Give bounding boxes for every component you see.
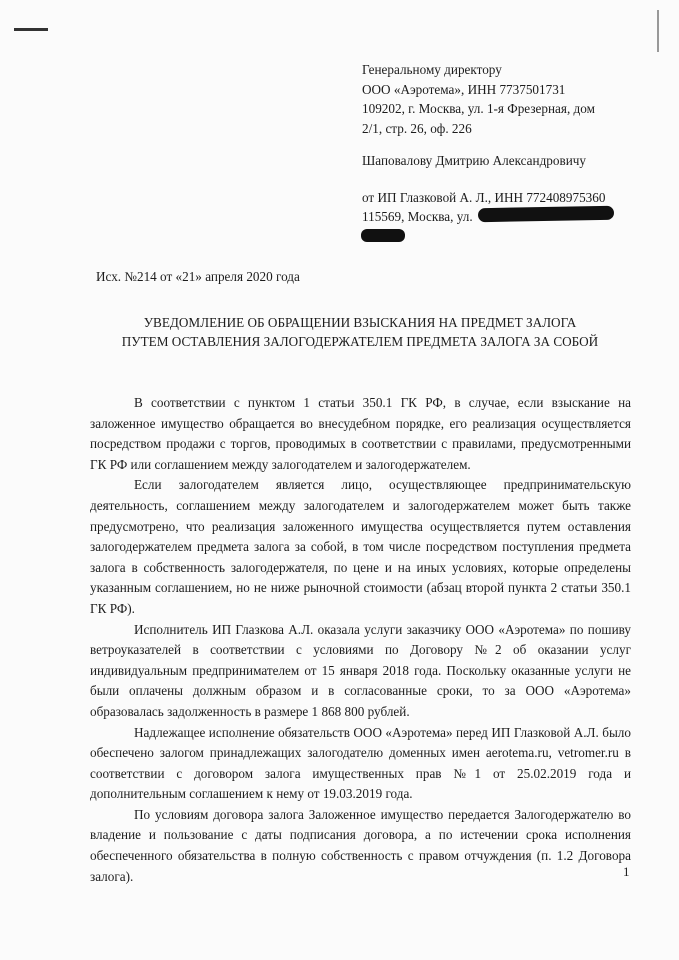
sender-line-1: от ИП Глазковой А. Л., ИНН 772408975360: [362, 189, 606, 205]
addressee-company: ООО «Аэротема», ИНН 7737501731: [362, 81, 566, 97]
body-paragraph: Если залогодателем является лицо, осуществляющее предпринимательскую деятельность, соглашением между залогодателем и залогодержателем может быть также предусмотрено, что реализация заложенного имущества осуществляется путем оставления залогодержателем предмета залога за собой, в том числе посредством поступления предмета залога в собственность залогодержателя, по цене и на иных условиях, которые определены указанным соглашением, но не ниже рыночной стоимости (абзац второй пункта 2 статьи 350.1 ГК РФ).: [90, 477, 631, 616]
addressee-address-line-2: 2/1, стр. 26, оф. 226: [362, 120, 472, 136]
redaction-mark: [478, 206, 614, 222]
title-line-1: УВЕДОМЛЕНИЕ ОБ ОБРАЩЕНИИ ВЗЫСКАНИЯ НА ПРЕДМЕТ ЗАЛОГА: [143, 315, 577, 330]
scan-edge-mark: [657, 10, 659, 52]
body-paragraph: По условиям договора залога Заложенное имущество передается Залогодержателю во владение и пользование с даты подписания договора, а по истечении срока исполнения обеспеченного обязательства в полную собственность с правом отчуждения (п. 1.2 Договора залога).: [90, 806, 631, 884]
addressee-address-line-1: 109202, г. Москва, ул. 1-я Фрезерная, дом: [362, 101, 595, 116]
document-title: [60, 313, 660, 351]
addressee-person: Шаповалову Дмитрию Александровичу: [362, 153, 586, 168]
scan-mark: [14, 28, 48, 31]
addressee-block: [362, 60, 662, 227]
redaction-mark: [361, 229, 405, 242]
title-line-2: ПУТЕМ ОСТАВЛЕНИЯ ЗАЛОГОДЕРЖАТЕЛЕМ ПРЕДМЕТА ЗАЛОГА ЗА СОБОЙ: [121, 334, 599, 349]
outgoing-number: Исх. №214 от «21» апреля 2020 года: [96, 269, 300, 284]
body-paragraph: В соответствии с пунктом 1 статьи 350.1 ГК РФ, в случае, если взыскание на заложенное имущество обращается во внесудебном порядке, его реализация осуществляется посредством продажи с торгов, проводимых в соответствии с правилами, предусмотренными ГК РФ или соглашением между залогодателем и залогодержателем.: [90, 395, 631, 472]
page-number: 1: [623, 864, 630, 879]
body-paragraph: Исполнитель ИП Глазкова А.Л. оказала услуги заказчику ООО «Аэротема» по пошиву ветроуказателей в соответствии с условиями по Договору №2 об оказании услуг индивидуальным предпринимателем от 15 января 2018 года. Поскольку оказанные услуги не были оплачены должным образом и в согласованные сроки, то за ООО «Аэротема» образовалась задолженность в размере 1 868 800 рублей.: [90, 621, 631, 719]
document-body: [90, 393, 631, 887]
sender-line-2: 115569, Москва, ул.: [362, 209, 473, 224]
addressee-position: Генеральному директору: [362, 62, 502, 77]
body-paragraph: Надлежащее исполнение обязательств ООО «Аэротема» перед ИП Глазковой А.Л. было обеспечено залогом принадлежащих залогодателю доменных имен aerotema.ru, vetromer.ru в соответствии с договором залога имущественных прав №1 от 25.02.2019 года и дополнительным соглашением к нему от 19.03.2019 года.: [90, 724, 631, 802]
